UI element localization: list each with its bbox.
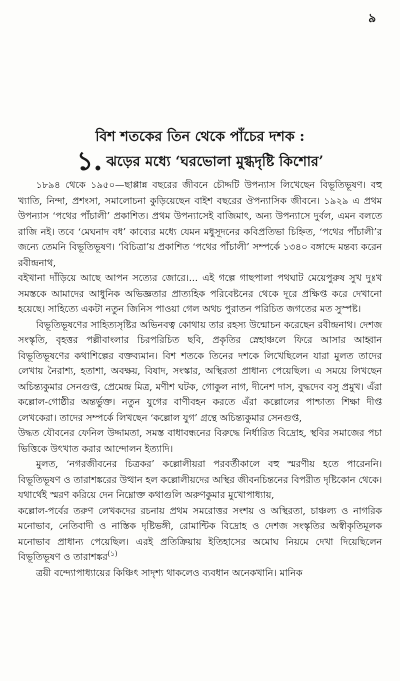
quote-kallol-yug: উদ্ধত যৌবনের ফেনিল উদ্দামতা, সমস্ত বাধাবন্ধনের বিরুদ্ধে নির্ধারিত বিদ্রোহ, স্থবির সমাজের পচা ভিত্তিকে উৎখাত করার আন্দোলন ইত্যাদি। [18, 428, 382, 455]
paragraph-4: ত্রয়ী বন্দ্যোপাধ্যায়ের কিঞ্চিৎ সাদৃশ্য থাকলেও ব্যবধান অনেকখানি। মানিক [36, 567, 303, 579]
body-text [18, 178, 382, 581]
footnote-marker: (১) [107, 549, 118, 558]
chapter-heading [0, 128, 400, 177]
chapter-title-line [0, 147, 400, 177]
quote-arunkumar-text: কল্লোল-পর্বের তরুণ লেখকদের রচনায় প্রথম সমরোত্তর সংশয় ও অস্থিরতা, চাঞ্চল্য ও নাগরিক মনোভাব, নেতিবাদী ও নাস্তিক দৃষ্টিভঙ্গী, রোমান্টিক বিদ্রোহ ও দেশজ সংস্কৃতির অস্বীকৃতিমূলক মনোভাব প্রাধান্য পেয়েছিল। এরই প্রতিক্রিয়ায় ইতিহাসের অমোঘ নিয়মে দেখা দিয়েছিলেন বিভূতিভূষণ ও তারাশঙ্কর [18, 505, 382, 563]
quote-rabindranath: বইখানা দাঁড়িয়ে আছে আপন সত্যের জোরে।... এই গল্পে গাছপালা পথঘাট মেয়েপুরুষ সুখ দুঃখ সমস্তকে আমাদের আধুনিক অভিজ্ঞতার প্রাত্যহিক পরিবেষ্টনের থেকে দূরে প্রক্ষিপ্ত করে দেখানো হয়েছে। সাহিত্যে একটা নতুন জিনিস পাওয়া গেল অথচ পুরাতন পরিচিত জগতের মত সুস্পষ্ট। [18, 273, 382, 315]
chapter-number: ১. [76, 147, 103, 177]
page-number: ৯ [368, 11, 376, 25]
paragraph-1: ১৮৯৪ থেকে ১৯৫০—ছাপ্পান্ন বছরের জীবনে চৌদ্দটি উপন্যাস লিখেছেন বিভূতিভূষণ। বহু খ্যাতি, নিন্দা, প্রশংসা, সমালোচনা কুড়িয়েছেন বাইশ বছরের ঔপন্যাসিক জীবনে। ১৯২৯ এ প্রথম উপন্যাস ‘পথের পাঁচালী’ প্রকাশিত। প্রথম উপন্যাসেই বাজিমাৎ, অন্য উপন্যাসে দুর্বল, এমন বলতে রাজি নই। তবে ‘মেঘনাদ বধ’ কাব্যের মধ্যে যেমন মধুসূদনের কবিপ্রতিভা চিহ্নিত, ‘পথের পাঁচালী’র জন্যে তেমনি বিভূতিভূষণ। ‘বিচিত্রা’য় প্রকাশিত ‘পথের পাঁচালী’ সম্পর্কে ১৩৪০ বঙ্গাব্দে মন্তব্য করেন রবীন্দ্রনাথ, [18, 180, 382, 269]
paragraph-2: বিভূতিভূষণের সাহিত্যসৃষ্টির অভিনবত্ব কোথায় তার রহস্য উন্মোচন করেছেন রবীন্দ্রনাথ। দেশজ সংস্কৃতি, বৃহত্তর পল্লীবাংলার চিরপরিচিত ছবি, প্রকৃতির স্নেহাঞ্চলে ফিরে আসার আহ্বান বিভূতিভূষণের কথাশিল্পের বক্তব্যমান। বিশ শতকে তিনের দশকে লিখেছিলেন যারা মুলত তাদের লেখায় নৈরাশ্য, হতাশা, অবক্ষয়, বিষাদ, সংস্কার, অস্থিরতা প্রাধান্য পেয়েছিল। এ সময়ে লিখছেন অচিন্ত্যকুমার সেনগুপ্ত, প্রেমেন্দ্র মিত্র, মণীশ ঘটক, গোকুল নাগ, দীনেশ দাস, বুদ্ধদেব বসু প্রমুখ। এঁরা কল্লোল-গোষ্ঠীর অন্তর্ভুক্ত। নতুন যুগের বাণীবহন করতে এঁরা কল্লোলের পাশ্চাত্য শিক্ষা দীপ্ত লেখকেরা। তাদের সম্পর্কে লিখছেন ‘কল্লোল যুগ’ গ্রন্থে অচিন্ত্যকুমার সেনগুপ্ত, [18, 319, 382, 424]
section-title: বিশ শতকের তিন থেকে পাঁচের দশক : [95, 129, 305, 145]
chapter-title: ঝড়ের মধ্যে ‘ঘরভোলা মুগ্ধদৃষ্টি কিশোর’ [106, 154, 324, 170]
quote-arunkumar [18, 504, 382, 566]
paragraph-3: মুলত, ‘নগরজীবনের চিত্রকর’ কল্লোলীয়রা পরবর্তীকালে বহু স্মরণীয় হতে পারেননি। বিভূতিভূষণ ও তারাশঙ্করের উত্থান হল কল্লোলীয়দের অস্থির জীবনচিন্তনের বিপরীত দৃষ্টিকোন থেকে। যথার্থেই স্মরণ করিয়ে দেন নিম্নোক্ত কথাগুলি অরুণকুমার মুখোপাধ্যায়, [18, 459, 382, 501]
